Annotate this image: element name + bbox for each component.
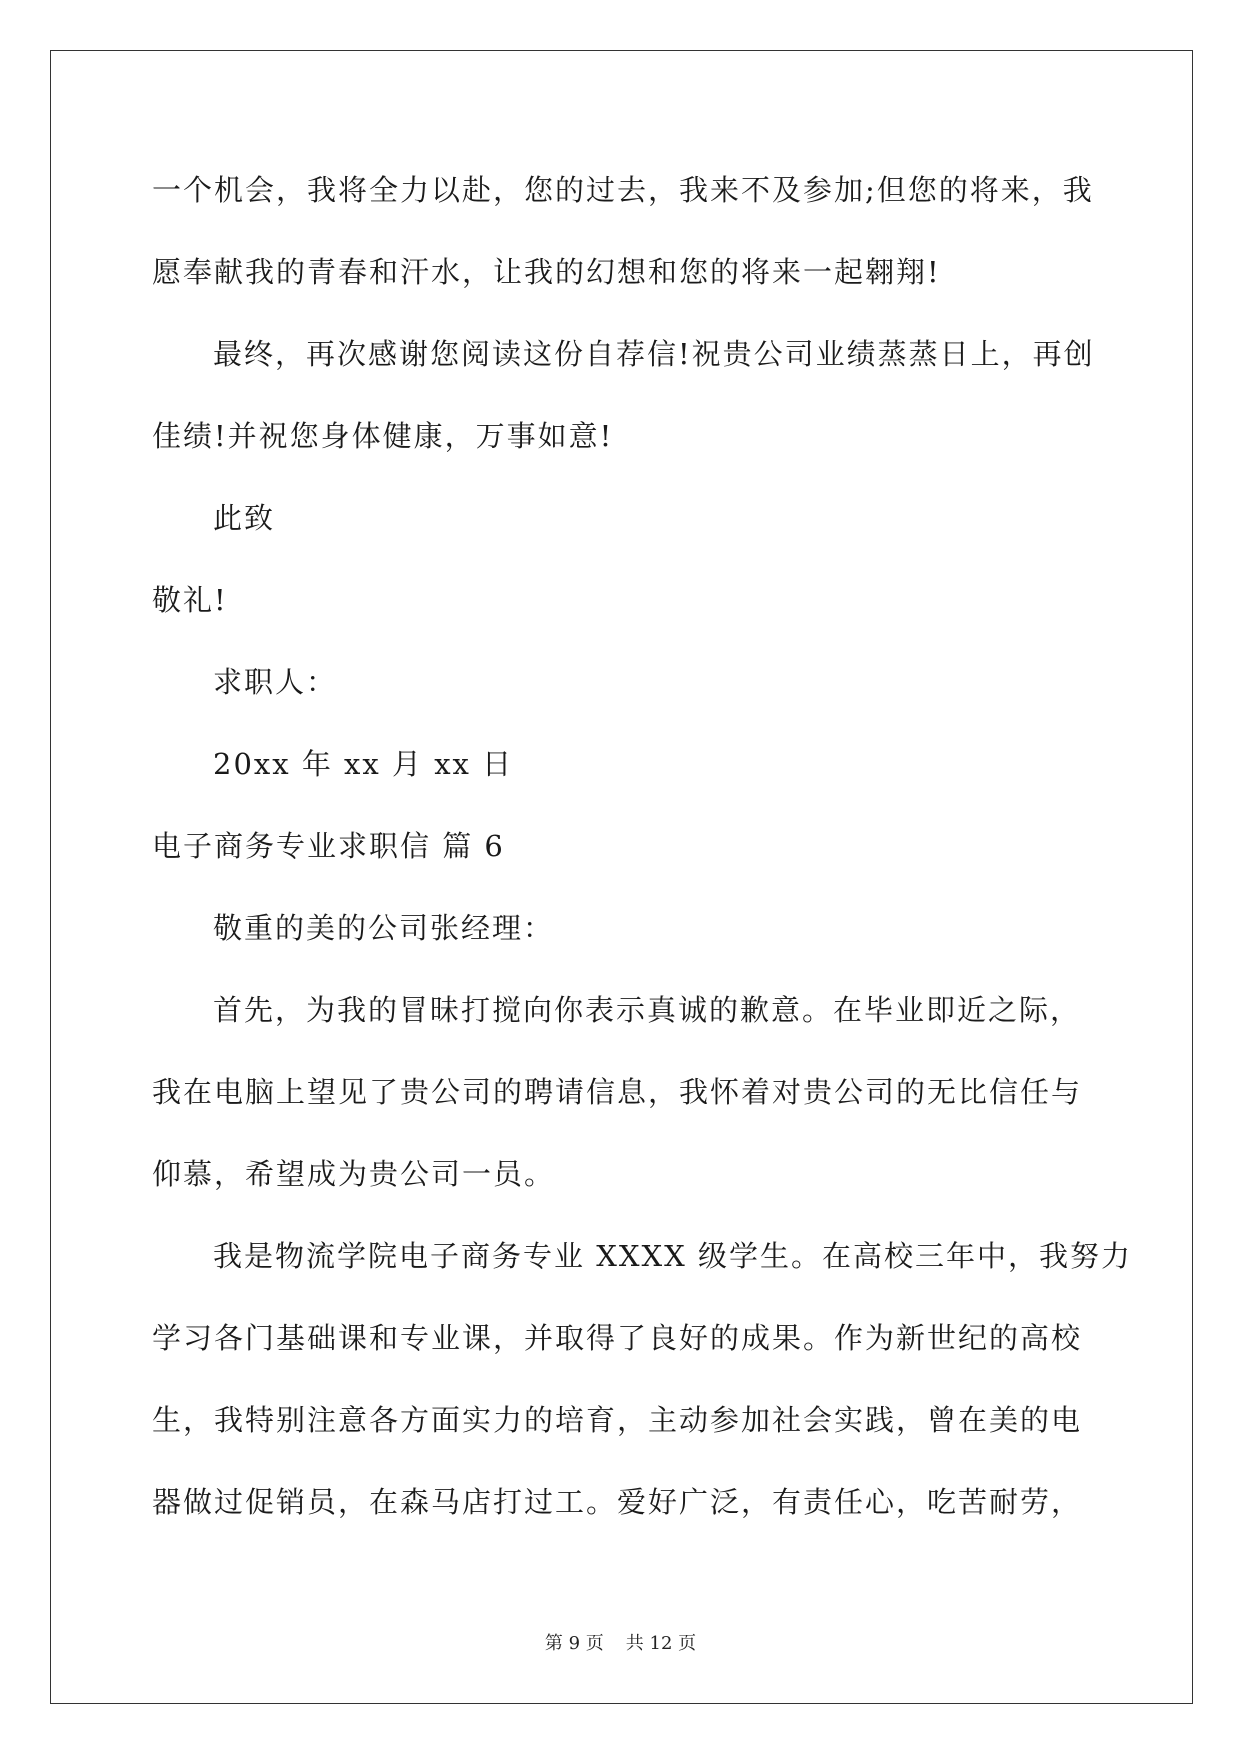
date-line: 20xx 年 xx 月 xx 日: [213, 747, 514, 781]
applicant-label: 求职人：: [213, 665, 338, 699]
body-line-12: 我在电脑上望见了贵公司的聘请信息，我怀着对贵公司的无比信任与: [152, 1075, 1083, 1109]
page-border: [50, 50, 1193, 1704]
body-line-2: 愿奉献我的青春和汗水，让我的幻想和您的将来一起翱翔!: [152, 255, 941, 289]
section-heading: 电子商务专业求职信 篇 6: [152, 829, 505, 863]
body-line-11: 首先，为我的冒昧打搅向你表示真诚的歉意。在毕业即近之际，: [213, 993, 1082, 1027]
body-line-17: 器做过促销员，在森马店打过工。爱好广泛，有责任心，吃苦耐劳，: [152, 1485, 1083, 1519]
page-footer: [0, 1632, 1241, 1656]
closing-salutation: 此致: [213, 501, 276, 535]
closing-regards: 敬礼!: [152, 583, 228, 617]
body-line-4: 佳绩!并祝您身体健康，万事如意!: [152, 419, 614, 453]
body-line-15: 学习各门基础课和专业课，并取得了良好的成果。作为新世纪的高校: [152, 1321, 1083, 1355]
body-line-1: 一个机会，我将全力以赴，您的过去，我来不及参加;但您的将来，我: [152, 173, 1094, 207]
body-line-16: 生，我特别注意各方面实力的培育，主动参加社会实践，曾在美的电: [152, 1403, 1083, 1437]
body-line-3: 最终，再次感谢您阅读这份自荐信!祝贵公司业绩蒸蒸日上，再创: [213, 337, 1095, 371]
body-line-14: 我是物流学院电子商务专业 XXXX 级学生。在高校三年中，我努力: [213, 1239, 1133, 1273]
page-number: 第 9 页: [544, 1633, 604, 1654]
greeting: 敬重的美的公司张经理：: [213, 911, 555, 945]
body-line-13: 仰慕，希望成为贵公司一员。: [152, 1157, 556, 1191]
page-total: 共 12 页: [625, 1633, 697, 1654]
